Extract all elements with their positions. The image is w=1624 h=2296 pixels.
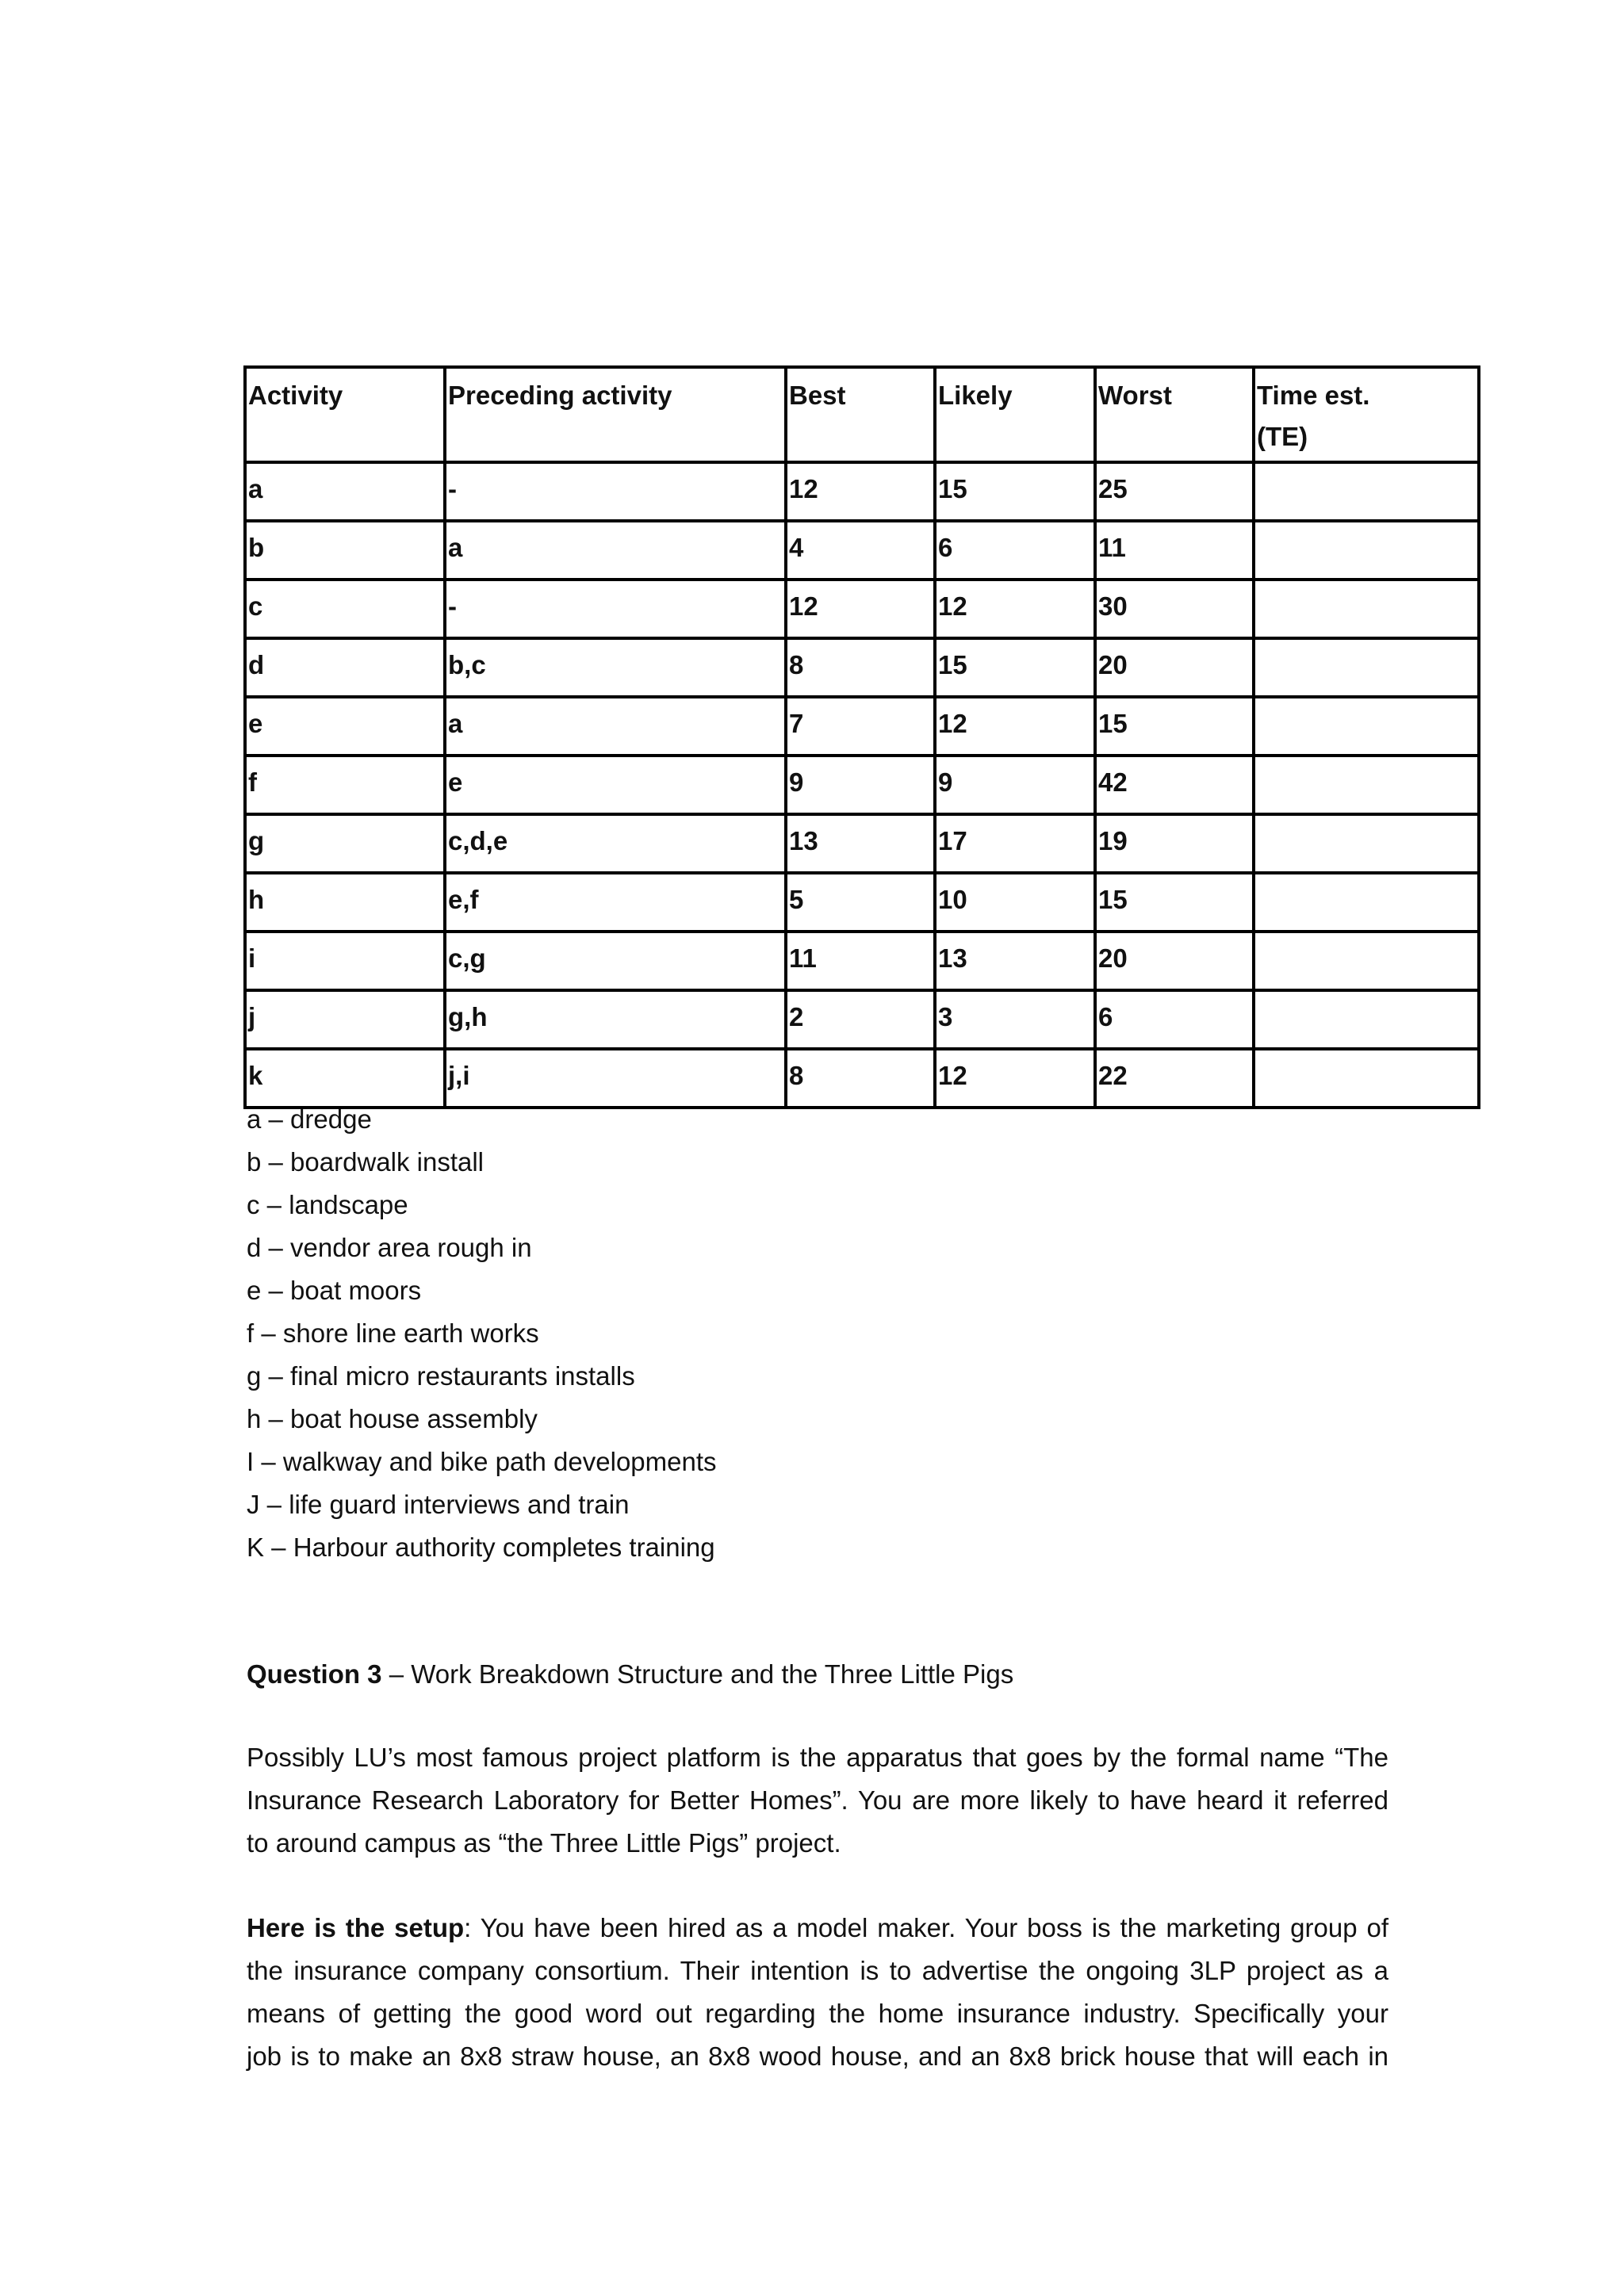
table-header-row [245,367,1479,462]
setup-lead-rest: : You have been hired as a model maker. Your boss is the marketing group of [464,1913,1388,1942]
header-time-estimate-line2: (TE) [1257,422,1308,451]
cell-likely: 13 [935,932,1095,990]
table-row [245,873,1479,932]
cell-activity: c [245,580,445,638]
header-preceding-activity: Preceding activity [445,367,786,462]
cell-preceding: e [445,756,786,814]
cell-best: 9 [786,756,935,814]
cell-preceding: b,c [445,638,786,697]
legend-item: f – shore line earth works [247,1318,539,1348]
cell-activity: k [245,1049,445,1108]
header-best: Best [786,367,935,462]
cell-best: 2 [786,990,935,1049]
cell-activity: a [245,462,445,521]
question-title: – Work Breakdown Structure and the Three Little Pigs [381,1659,1014,1689]
cell-worst: 15 [1095,697,1254,756]
table-row [245,932,1479,990]
cell-te [1254,990,1479,1049]
legend-item: e – boat moors [247,1276,422,1305]
cell-worst: 30 [1095,580,1254,638]
cell-best: 13 [786,814,935,873]
cell-likely: 10 [935,873,1095,932]
header-worst: Worst [1095,367,1254,462]
cell-activity: i [245,932,445,990]
cell-preceding: - [445,462,786,521]
legend-item: a – dredge [247,1104,372,1134]
cell-likely: 12 [935,580,1095,638]
cell-likely: 15 [935,638,1095,697]
cell-activity: e [245,697,445,756]
cell-likely: 3 [935,990,1095,1049]
paragraph-line: Possibly LU’s most famous project platform is the apparatus that goes by the formal name “The [247,1743,1388,1772]
cell-best: 5 [786,873,935,932]
cell-worst: 25 [1095,462,1254,521]
paragraph-line: Insurance Research Laboratory for Better Homes”. You are more likely to have heard it referred [247,1785,1388,1815]
cell-te [1254,814,1479,873]
cell-likely: 6 [935,521,1095,580]
paragraph-line: means of getting the good word out regarding the home insurance industry. Specifically your [247,1999,1388,2028]
cell-best: 7 [786,697,935,756]
table-row [245,756,1479,814]
cell-worst: 11 [1095,521,1254,580]
cell-activity: j [245,990,445,1049]
table-row [245,638,1479,697]
cell-preceding: a [445,697,786,756]
table-row [245,580,1479,638]
cell-worst: 42 [1095,756,1254,814]
cell-preceding: e,f [445,873,786,932]
table-row [245,697,1479,756]
cell-te [1254,580,1479,638]
paragraph-line: job is to make an 8x8 straw house, an 8x8 wood house, and an 8x8 brick house that will each in [247,2042,1388,2071]
cell-activity: b [245,521,445,580]
header-time-estimate-line1: Time est. [1257,381,1370,410]
cell-best: 4 [786,521,935,580]
legend-item: J – life guard interviews and train [247,1490,630,1519]
table-body [245,462,1479,1108]
table-row [245,521,1479,580]
paragraph-line: to around campus as “the Three Little Pigs” project. [247,1828,841,1858]
cell-te [1254,932,1479,990]
cell-preceding: - [445,580,786,638]
cell-activity: f [245,756,445,814]
legend-item: g – final micro restaurants installs [247,1361,635,1391]
paragraph-line: the insurance company consortium. Their intention is to advertise the ongoing 3LP project as a [247,1956,1388,1985]
setup-lead: Here is the setup [247,1913,465,1942]
header-likely: Likely [935,367,1095,462]
paragraph-line [247,1907,1388,1950]
cell-worst: 6 [1095,990,1254,1049]
table-row [245,990,1479,1049]
question-heading [247,1653,1013,1696]
legend-item: d – vendor area rough in [247,1233,532,1262]
cell-best: 12 [786,462,935,521]
cell-worst: 15 [1095,873,1254,932]
legend-item: I – walkway and bike path developments [247,1447,717,1476]
paragraph-intro [247,1736,1388,1865]
cell-preceding: a [445,521,786,580]
header-time-estimate [1254,367,1479,462]
table-row [245,814,1479,873]
activity-legend [247,1098,717,1569]
header-activity: Activity [245,367,445,462]
legend-item: h – boat house assembly [247,1404,538,1433]
cell-preceding: j,i [445,1049,786,1108]
question-label: Question 3 [247,1659,382,1689]
cell-te [1254,873,1479,932]
cell-worst: 19 [1095,814,1254,873]
cell-activity: d [245,638,445,697]
legend-item: K – Harbour authority completes training [247,1533,715,1562]
cell-likely: 12 [935,697,1095,756]
cell-te [1254,697,1479,756]
cell-likely: 17 [935,814,1095,873]
cell-likely: 12 [935,1049,1095,1108]
cell-worst: 20 [1095,638,1254,697]
cell-te [1254,756,1479,814]
cell-activity: h [245,873,445,932]
cell-te [1254,1049,1479,1108]
cell-worst: 20 [1095,932,1254,990]
cell-te [1254,638,1479,697]
cell-likely: 9 [935,756,1095,814]
cell-te [1254,462,1479,521]
cell-best: 12 [786,580,935,638]
cell-worst: 22 [1095,1049,1254,1108]
cell-te [1254,521,1479,580]
legend-item: b – boardwalk install [247,1147,484,1177]
table-row [245,462,1479,521]
cell-preceding: c,d,e [445,814,786,873]
cell-best: 8 [786,638,935,697]
activity-table [243,365,1480,1109]
paragraph-setup [247,1907,1388,2078]
legend-item: c – landscape [247,1190,408,1219]
cell-likely: 15 [935,462,1095,521]
cell-preceding: g,h [445,990,786,1049]
cell-best: 8 [786,1049,935,1108]
cell-best: 11 [786,932,935,990]
cell-activity: g [245,814,445,873]
cell-preceding: c,g [445,932,786,990]
